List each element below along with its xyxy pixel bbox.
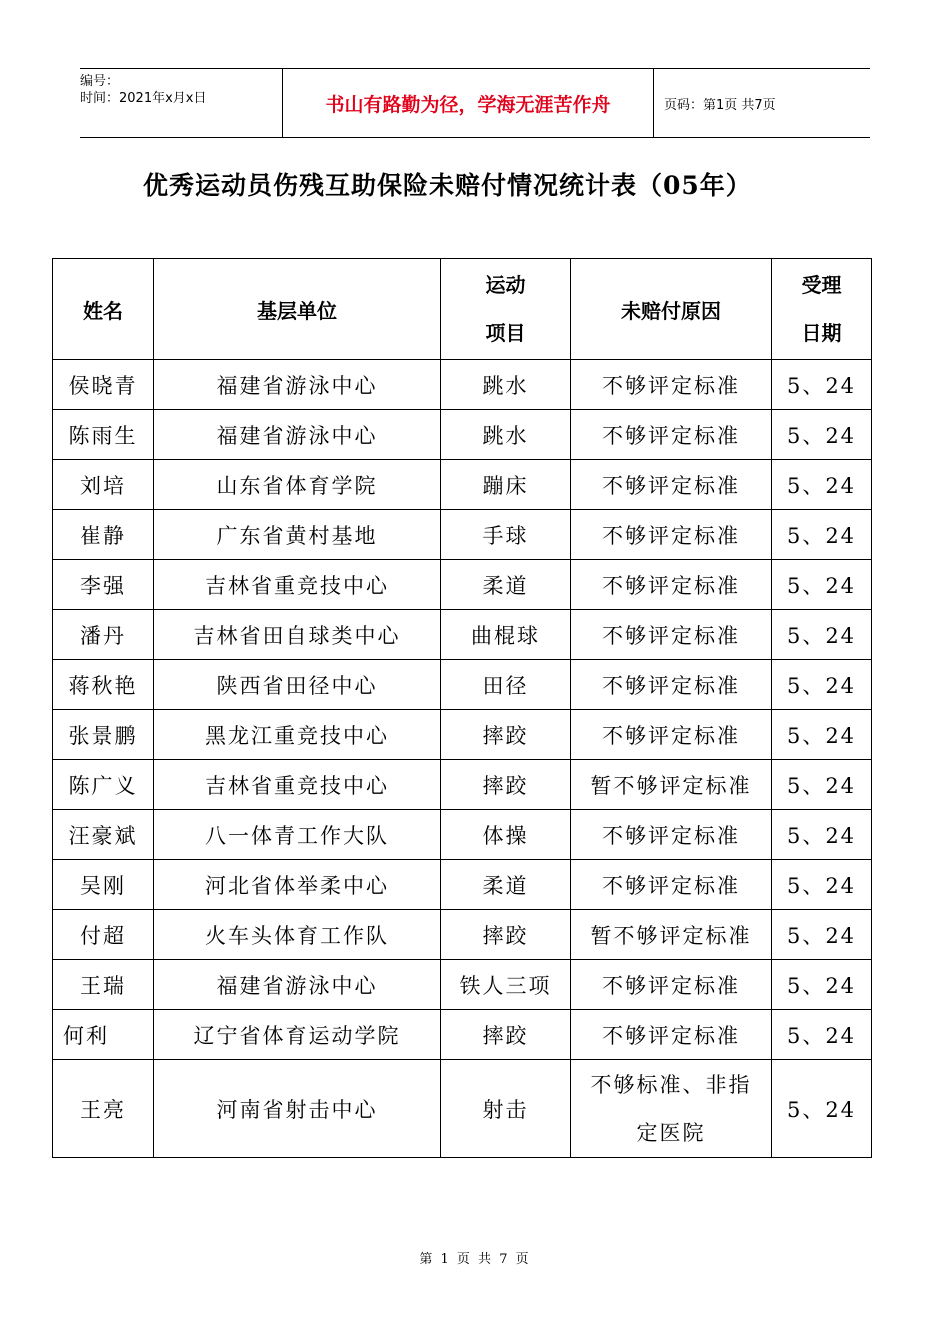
- cell-unit: 火车头体育工作队: [154, 910, 441, 960]
- cell-reason: 不够评定标准: [571, 1010, 772, 1060]
- cell-unit: 黑龙江重竞技中心: [154, 710, 441, 760]
- cell-name: 王亮: [53, 1060, 154, 1158]
- page-header: [80, 68, 870, 138]
- document-title: 优秀运动员伤残互助保险未赔付情况统计表（05年）: [143, 171, 752, 200]
- document-time: 时间：2021年x月x日: [80, 91, 207, 106]
- cell-reason: 暂不够评定标准: [571, 910, 772, 960]
- cell-reason: 不够评定标准: [571, 460, 772, 510]
- table-row: [53, 760, 872, 810]
- cell-reason: 暂不够评定标准: [571, 760, 772, 810]
- header-page-number: 页码：第1页 共7页: [664, 97, 776, 113]
- cell-unit: 福建省游泳中心: [154, 960, 441, 1010]
- cell-reason: 不够评定标准: [571, 960, 772, 1010]
- cell-unit: 八一体青工作大队: [154, 810, 441, 860]
- cell-date: 5、24: [772, 1060, 872, 1158]
- cell-sport: 射击: [441, 1060, 571, 1158]
- header-date-line2: 日期: [801, 321, 842, 345]
- cell-sport: 铁人三项: [441, 960, 571, 1010]
- table-row: [53, 860, 872, 910]
- header-sport-line2: 项目: [485, 321, 526, 345]
- cell-reason: 不够评定标准: [571, 660, 772, 710]
- cell-reason-line2: 定医院: [636, 1120, 706, 1145]
- cell-sport: 柔道: [441, 560, 571, 610]
- cell-name: 李强: [53, 560, 154, 610]
- cell-date: 5、24: [772, 610, 872, 660]
- cell-unit: 福建省游泳中心: [154, 410, 441, 460]
- header-reason: 未赔付原因: [571, 259, 772, 360]
- cell-reason-line1: 不够标准、非指: [590, 1072, 752, 1097]
- cell-name: 付超: [53, 910, 154, 960]
- cell-name: 陈雨生: [53, 410, 154, 460]
- table-row: [53, 960, 872, 1010]
- cell-reason: 不够评定标准: [571, 410, 772, 460]
- cell-date: 5、24: [772, 1010, 872, 1060]
- table-row: [53, 810, 872, 860]
- cell-name: 汪豪斌: [53, 810, 154, 860]
- cell-date: 5、24: [772, 710, 872, 760]
- header-sport: [441, 259, 571, 360]
- cell-date: 5、24: [772, 810, 872, 860]
- cell-reason: 不够评定标准: [571, 860, 772, 910]
- cell-unit: 河南省射击中心: [154, 1060, 441, 1158]
- cell-sport: 手球: [441, 510, 571, 560]
- cell-date: 5、24: [772, 460, 872, 510]
- cell-unit: 福建省游泳中心: [154, 360, 441, 410]
- table-row: [53, 610, 872, 660]
- cell-unit: 山东省体育学院: [154, 460, 441, 510]
- table-row: [53, 710, 872, 760]
- cell-name: 王瑞: [53, 960, 154, 1010]
- cell-sport: 蹦床: [441, 460, 571, 510]
- cell-name: 张景鹏: [53, 710, 154, 760]
- cell-date: 5、24: [772, 560, 872, 610]
- header-name: 姓名: [53, 259, 154, 360]
- table-row: [53, 1010, 872, 1060]
- cell-sport: 跳水: [441, 360, 571, 410]
- cell-sport: 摔跤: [441, 1010, 571, 1060]
- cell-sport: 摔跤: [441, 710, 571, 760]
- cell-sport: 柔道: [441, 860, 571, 910]
- cell-sport: 摔跤: [441, 760, 571, 810]
- cell-name: 蒋秋艳: [53, 660, 154, 710]
- cell-name: 何利: [53, 1010, 154, 1060]
- cell-unit: 吉林省重竞技中心: [154, 560, 441, 610]
- cell-sport: 跳水: [441, 410, 571, 460]
- table-row: [53, 510, 872, 560]
- cell-unit: 吉林省重竞技中心: [154, 760, 441, 810]
- cell-reason: 不够评定标准: [571, 560, 772, 610]
- cell-sport: 田径: [441, 660, 571, 710]
- header-date-line1: 受理: [801, 273, 842, 297]
- statistics-table: [52, 258, 872, 1158]
- cell-unit: 陕西省田径中心: [154, 660, 441, 710]
- cell-date: 5、24: [772, 660, 872, 710]
- cell-name: 崔静: [53, 510, 154, 560]
- cell-unit: 辽宁省体育运动学院: [154, 1010, 441, 1060]
- table-row: [53, 410, 872, 460]
- cell-reason: 不够评定标准: [571, 510, 772, 560]
- table-row: [53, 1060, 872, 1158]
- cell-reason: 不够评定标准: [571, 360, 772, 410]
- cell-sport: 体操: [441, 810, 571, 860]
- page-footer: 第 1 页 共 7 页: [419, 1252, 531, 1267]
- table-row: [53, 560, 872, 610]
- table-row: [53, 910, 872, 960]
- cell-date: 5、24: [772, 760, 872, 810]
- cell-sport: 摔跤: [441, 910, 571, 960]
- header-unit: 基层单位: [154, 259, 441, 360]
- header-sport-line1: 运动: [485, 273, 526, 297]
- cell-reason: 不够评定标准: [571, 810, 772, 860]
- cell-name: 刘培: [53, 460, 154, 510]
- cell-name: 潘丹: [53, 610, 154, 660]
- cell-unit: 吉林省田自球类中心: [154, 610, 441, 660]
- table-body: [53, 360, 872, 1158]
- cell-date: 5、24: [772, 960, 872, 1010]
- cell-unit: 广东省黄村基地: [154, 510, 441, 560]
- cell-name: 陈广义: [53, 760, 154, 810]
- cell-sport: 曲棍球: [441, 610, 571, 660]
- cell-date: 5、24: [772, 860, 872, 910]
- cell-unit: 河北省体举柔中心: [154, 860, 441, 910]
- document-number: 编号：: [80, 74, 120, 89]
- table-row: [53, 660, 872, 710]
- table-row: [53, 460, 872, 510]
- table-row: [53, 360, 872, 410]
- cell-date: 5、24: [772, 510, 872, 560]
- header-info: [80, 69, 282, 137]
- cell-date: 5、24: [772, 410, 872, 460]
- header-motto: 书山有路勤为径，学海无涯苦作舟: [282, 69, 654, 137]
- cell-name: 吴刚: [53, 860, 154, 910]
- cell-date: 5、24: [772, 910, 872, 960]
- table-header-row: [53, 259, 872, 360]
- cell-reason: [571, 1060, 772, 1158]
- cell-date: 5、24: [772, 360, 872, 410]
- cell-reason: 不够评定标准: [571, 610, 772, 660]
- cell-reason: 不够评定标准: [571, 710, 772, 760]
- cell-name: 侯晓青: [53, 360, 154, 410]
- header-date: [772, 259, 872, 360]
